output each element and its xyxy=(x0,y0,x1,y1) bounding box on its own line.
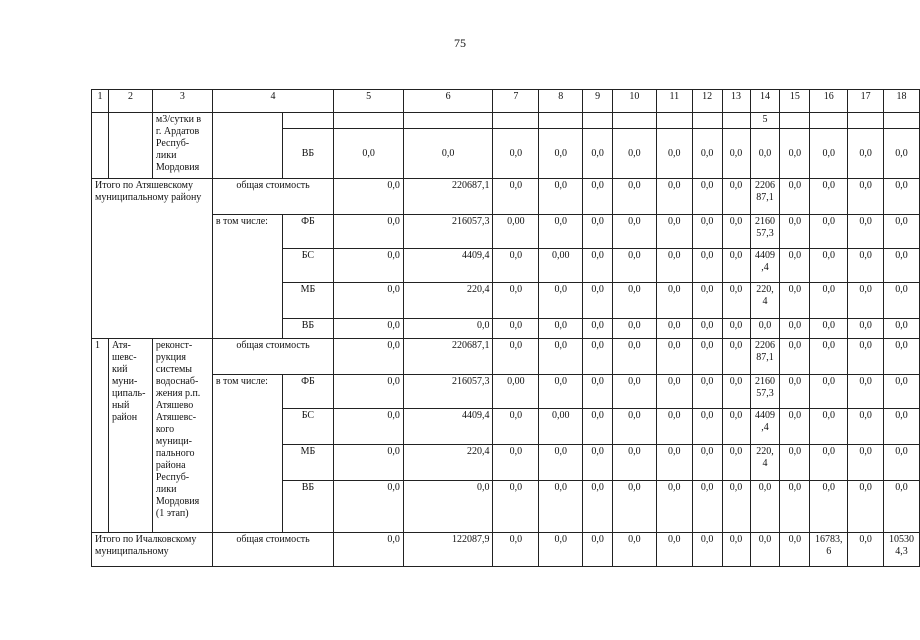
value-cell: 0,0 xyxy=(722,249,750,283)
value-cell: 0,0 xyxy=(656,481,692,533)
value-cell: 2160 57,3 xyxy=(750,375,780,409)
table-row xyxy=(92,375,920,409)
value-cell: 0,0 xyxy=(780,409,810,445)
value-cell: 10530 4,3 xyxy=(884,533,920,567)
value-cell: 0,0 xyxy=(334,409,404,445)
value-cell: 0,0 xyxy=(656,249,692,283)
cell xyxy=(848,113,884,129)
header-cell: 7 xyxy=(493,90,539,113)
funding-type: МБ xyxy=(282,283,334,319)
value-cell: 0,0 xyxy=(613,179,657,215)
cell xyxy=(403,113,493,129)
value-cell: 0,0 xyxy=(848,339,884,375)
value-cell: 0,0 xyxy=(692,319,722,339)
value-cell: 16783, 6 xyxy=(810,533,848,567)
project-description: м3/сутки в г. Ардатов Респуб- лики Мордовия xyxy=(152,113,212,179)
value-cell: 0,0 xyxy=(884,409,920,445)
value-cell: 0,0 xyxy=(539,481,583,533)
value-cell: 122087,9 xyxy=(403,533,493,567)
value-cell: 2206 87,1 xyxy=(750,339,780,375)
value-cell: 0,0 xyxy=(583,339,613,375)
value-cell: 216057,3 xyxy=(403,375,493,409)
value-cell: 0,0 xyxy=(583,215,613,249)
header-cell: 8 xyxy=(539,90,583,113)
value-cell: 0,0 xyxy=(493,319,539,339)
value-cell: 0,0 xyxy=(539,129,583,179)
value-cell: 0,0 xyxy=(334,283,404,319)
funding-type: ВБ xyxy=(282,319,334,339)
value-cell: 0,0 xyxy=(334,129,404,179)
value-cell: 0,00 xyxy=(493,215,539,249)
value-cell: 220,4 xyxy=(403,283,493,319)
value-cell: 0,0 xyxy=(722,319,750,339)
value-cell: 220687,1 xyxy=(403,339,493,375)
value-cell: 0,0 xyxy=(722,179,750,215)
value-cell: 0,0 xyxy=(780,375,810,409)
cell xyxy=(92,113,109,179)
value-cell: 0,0 xyxy=(750,319,780,339)
value-cell: 0,0 xyxy=(780,129,810,179)
value-cell: 0,0 xyxy=(780,533,810,567)
value-cell: 0,0 xyxy=(780,319,810,339)
value-cell: 0,0 xyxy=(848,375,884,409)
value-cell: 0,0 xyxy=(848,481,884,533)
funding-type: ФБ xyxy=(282,215,334,249)
value-cell: 0,0 xyxy=(722,445,750,481)
value-cell: 0,00 xyxy=(539,249,583,283)
value-cell: 0,0 xyxy=(493,481,539,533)
value-cell: 0,0 xyxy=(780,481,810,533)
value-cell: 0,0 xyxy=(403,481,493,533)
value-cell: 0,0 xyxy=(613,319,657,339)
budget-table xyxy=(91,89,920,567)
cell xyxy=(493,113,539,129)
total-cost-label: общая стоимость xyxy=(212,533,333,567)
header-cell: 18 xyxy=(884,90,920,113)
value-cell: 0,0 xyxy=(493,339,539,375)
header-cell: 3 xyxy=(152,90,212,113)
value-cell: 0,0 xyxy=(884,375,920,409)
value-cell: 0,0 xyxy=(583,409,613,445)
value-cell: 0,0 xyxy=(656,129,692,179)
cell xyxy=(692,113,722,129)
header-cell: 15 xyxy=(780,90,810,113)
header-cell: 12 xyxy=(692,90,722,113)
value-cell: 0,0 xyxy=(810,409,848,445)
value-cell: 0,0 xyxy=(692,129,722,179)
value-cell: 0,0 xyxy=(692,283,722,319)
funding-type: БС xyxy=(282,249,334,283)
cell: 5 xyxy=(750,113,780,129)
value-cell: 0,0 xyxy=(884,445,920,481)
value-cell: 0,0 xyxy=(334,319,404,339)
value-cell: 0,0 xyxy=(613,481,657,533)
value-cell: 0,0 xyxy=(493,445,539,481)
value-cell: 0,0 xyxy=(692,445,722,481)
header-cell: 5 xyxy=(334,90,404,113)
total-cost-label: общая стоимость xyxy=(212,179,333,215)
value-cell: 0,0 xyxy=(656,215,692,249)
value-cell: 0,0 xyxy=(810,339,848,375)
value-cell: 0,0 xyxy=(810,481,848,533)
cell xyxy=(722,113,750,129)
value-cell: 0,0 xyxy=(539,533,583,567)
cell xyxy=(884,113,920,129)
row-number: 1 xyxy=(92,339,109,533)
value-cell: 0,0 xyxy=(539,339,583,375)
value-cell: 0,0 xyxy=(810,249,848,283)
including-label: в том числе: xyxy=(212,215,282,339)
value-cell: 0,0 xyxy=(810,445,848,481)
district-total-label: Итого по Ичалковскому муниципальному xyxy=(92,533,213,567)
value-cell: 0,0 xyxy=(583,129,613,179)
value-cell: 0,0 xyxy=(583,533,613,567)
value-cell: 0,0 xyxy=(722,375,750,409)
value-cell: 0,0 xyxy=(613,339,657,375)
value-cell: 0,0 xyxy=(656,375,692,409)
value-cell: 0,0 xyxy=(884,481,920,533)
value-cell: 0,0 xyxy=(583,249,613,283)
value-cell: 0,0 xyxy=(884,249,920,283)
value-cell: 0,0 xyxy=(810,283,848,319)
value-cell: 0,0 xyxy=(848,283,884,319)
value-cell: 0,0 xyxy=(539,283,583,319)
value-cell: 0,0 xyxy=(884,283,920,319)
header-cell: 16 xyxy=(810,90,848,113)
value-cell: 0,0 xyxy=(334,481,404,533)
table-row xyxy=(92,215,920,249)
value-cell: 0,0 xyxy=(884,215,920,249)
value-cell: 0,0 xyxy=(613,375,657,409)
cell xyxy=(108,113,152,179)
header-cell: 1 xyxy=(92,90,109,113)
value-cell: 0,0 xyxy=(692,339,722,375)
value-cell: 2206 87,1 xyxy=(750,179,780,215)
value-cell: 0,0 xyxy=(722,129,750,179)
value-cell: 0,00 xyxy=(539,409,583,445)
value-cell: 0,0 xyxy=(750,533,780,567)
value-cell: 0,0 xyxy=(848,533,884,567)
value-cell: 0,0 xyxy=(583,375,613,409)
value-cell: 0,0 xyxy=(583,179,613,215)
value-cell: 0,0 xyxy=(583,319,613,339)
value-cell: 0,0 xyxy=(848,445,884,481)
value-cell: 0,0 xyxy=(656,339,692,375)
value-cell: 0,0 xyxy=(780,339,810,375)
value-cell: 0,0 xyxy=(583,283,613,319)
value-cell: 0,0 xyxy=(493,129,539,179)
value-cell: 0,0 xyxy=(583,481,613,533)
value-cell: 4409,4 xyxy=(403,249,493,283)
value-cell: 0,0 xyxy=(780,215,810,249)
value-cell: 0,0 xyxy=(692,179,722,215)
value-cell: 0,0 xyxy=(884,129,920,179)
value-cell: 0,0 xyxy=(334,375,404,409)
value-cell: 0,0 xyxy=(334,215,404,249)
value-cell: 0,0 xyxy=(656,283,692,319)
value-cell: 0,00 xyxy=(493,375,539,409)
value-cell: 0,0 xyxy=(810,375,848,409)
value-cell: 0,0 xyxy=(692,533,722,567)
cell xyxy=(780,113,810,129)
value-cell: 0,0 xyxy=(493,179,539,215)
value-cell: 0,0 xyxy=(334,179,404,215)
district-name: Атя- шевс- кий муни- ципаль- ный район xyxy=(108,339,152,533)
value-cell: 0,0 xyxy=(539,215,583,249)
page-number: 75 xyxy=(454,36,466,50)
value-cell: 0,0 xyxy=(810,179,848,215)
table-row xyxy=(92,113,920,129)
value-cell: 0,0 xyxy=(493,533,539,567)
cell xyxy=(334,113,404,129)
header-cell: 9 xyxy=(583,90,613,113)
value-cell: 0,0 xyxy=(613,533,657,567)
value-cell: 216057,3 xyxy=(403,215,493,249)
header-cell: 17 xyxy=(848,90,884,113)
value-cell: 0,0 xyxy=(780,249,810,283)
value-cell: 0,0 xyxy=(403,129,493,179)
value-cell: 0,0 xyxy=(613,445,657,481)
value-cell: 0,0 xyxy=(848,409,884,445)
project-description: реконст- рукция системы водоснаб- жения р.п. Атяшево Атяшевс- кого муници- пального района Респуб- лики Мордовия (1 этап) xyxy=(152,339,212,533)
value-cell: 0,0 xyxy=(493,283,539,319)
value-cell: 0,0 xyxy=(722,215,750,249)
value-cell: 0,0 xyxy=(613,129,657,179)
value-cell: 0,0 xyxy=(692,249,722,283)
value-cell: 0,0 xyxy=(583,445,613,481)
header-row xyxy=(92,90,920,113)
value-cell: 0,0 xyxy=(613,409,657,445)
value-cell: 0,0 xyxy=(780,445,810,481)
value-cell: 0,0 xyxy=(780,283,810,319)
value-cell: 0,0 xyxy=(848,249,884,283)
value-cell: 4409,4 xyxy=(403,409,493,445)
value-cell: 4409 ,4 xyxy=(750,409,780,445)
value-cell: 0,0 xyxy=(692,215,722,249)
funding-type: ВБ xyxy=(282,129,334,179)
value-cell: 0,0 xyxy=(848,215,884,249)
value-cell: 0,0 xyxy=(334,249,404,283)
value-cell: 0,0 xyxy=(656,319,692,339)
header-cell: 2 xyxy=(108,90,152,113)
value-cell: 0,0 xyxy=(539,375,583,409)
header-cell: 6 xyxy=(403,90,493,113)
value-cell: 0,0 xyxy=(692,375,722,409)
value-cell: 0,0 xyxy=(884,339,920,375)
cell xyxy=(613,113,657,129)
header-cell: 13 xyxy=(722,90,750,113)
header-cell: 11 xyxy=(656,90,692,113)
value-cell: 0,0 xyxy=(810,215,848,249)
cell xyxy=(539,113,583,129)
value-cell: 0,0 xyxy=(403,319,493,339)
value-cell: 0,0 xyxy=(656,179,692,215)
value-cell: 0,0 xyxy=(656,409,692,445)
value-cell: 0,0 xyxy=(722,533,750,567)
funding-type: БС xyxy=(282,409,334,445)
value-cell: 0,0 xyxy=(750,129,780,179)
value-cell: 0,0 xyxy=(848,179,884,215)
value-cell: 4409 ,4 xyxy=(750,249,780,283)
value-cell: 220,4 xyxy=(403,445,493,481)
value-cell: 0,0 xyxy=(493,249,539,283)
value-cell: 2160 57,3 xyxy=(750,215,780,249)
funding-type: ФБ xyxy=(282,375,334,409)
cell xyxy=(656,113,692,129)
value-cell: 0,0 xyxy=(539,445,583,481)
district-total-label: Итого по Атяшевскому муниципальному району xyxy=(92,179,213,339)
value-cell: 0,0 xyxy=(613,249,657,283)
total-cost-label: общая стоимость xyxy=(212,339,333,375)
cell xyxy=(212,113,282,179)
value-cell: 0,0 xyxy=(810,319,848,339)
value-cell: 0,0 xyxy=(780,179,810,215)
value-cell: 0,0 xyxy=(539,179,583,215)
value-cell: 0,0 xyxy=(722,409,750,445)
including-label: в том числе: xyxy=(212,375,282,533)
value-cell: 0,0 xyxy=(334,533,404,567)
cell xyxy=(583,113,613,129)
value-cell: 0,0 xyxy=(613,215,657,249)
value-cell: 0,0 xyxy=(810,129,848,179)
value-cell: 0,0 xyxy=(656,533,692,567)
funding-type: ВБ xyxy=(282,481,334,533)
cell xyxy=(810,113,848,129)
value-cell: 0,0 xyxy=(848,319,884,339)
value-cell: 0,0 xyxy=(722,339,750,375)
value-cell: 0,0 xyxy=(884,319,920,339)
value-cell: 0,0 xyxy=(613,283,657,319)
table-row xyxy=(92,339,920,375)
table-row xyxy=(92,533,920,567)
value-cell: 220, 4 xyxy=(750,283,780,319)
value-cell: 0,0 xyxy=(750,481,780,533)
value-cell: 0,0 xyxy=(692,481,722,533)
value-cell: 0,0 xyxy=(334,339,404,375)
header-cell: 14 xyxy=(750,90,780,113)
value-cell: 0,0 xyxy=(493,409,539,445)
header-cell: 10 xyxy=(613,90,657,113)
value-cell: 0,0 xyxy=(722,481,750,533)
value-cell: 0,0 xyxy=(539,319,583,339)
funding-type: МБ xyxy=(282,445,334,481)
value-cell: 220, 4 xyxy=(750,445,780,481)
value-cell: 0,0 xyxy=(884,179,920,215)
value-cell: 0,0 xyxy=(692,409,722,445)
table-row xyxy=(92,179,920,215)
value-cell: 220687,1 xyxy=(403,179,493,215)
cell xyxy=(282,113,334,129)
value-cell: 0,0 xyxy=(722,283,750,319)
value-cell: 0,0 xyxy=(334,445,404,481)
value-cell: 0,0 xyxy=(656,445,692,481)
value-cell: 0,0 xyxy=(848,129,884,179)
header-cell: 4 xyxy=(212,90,333,113)
